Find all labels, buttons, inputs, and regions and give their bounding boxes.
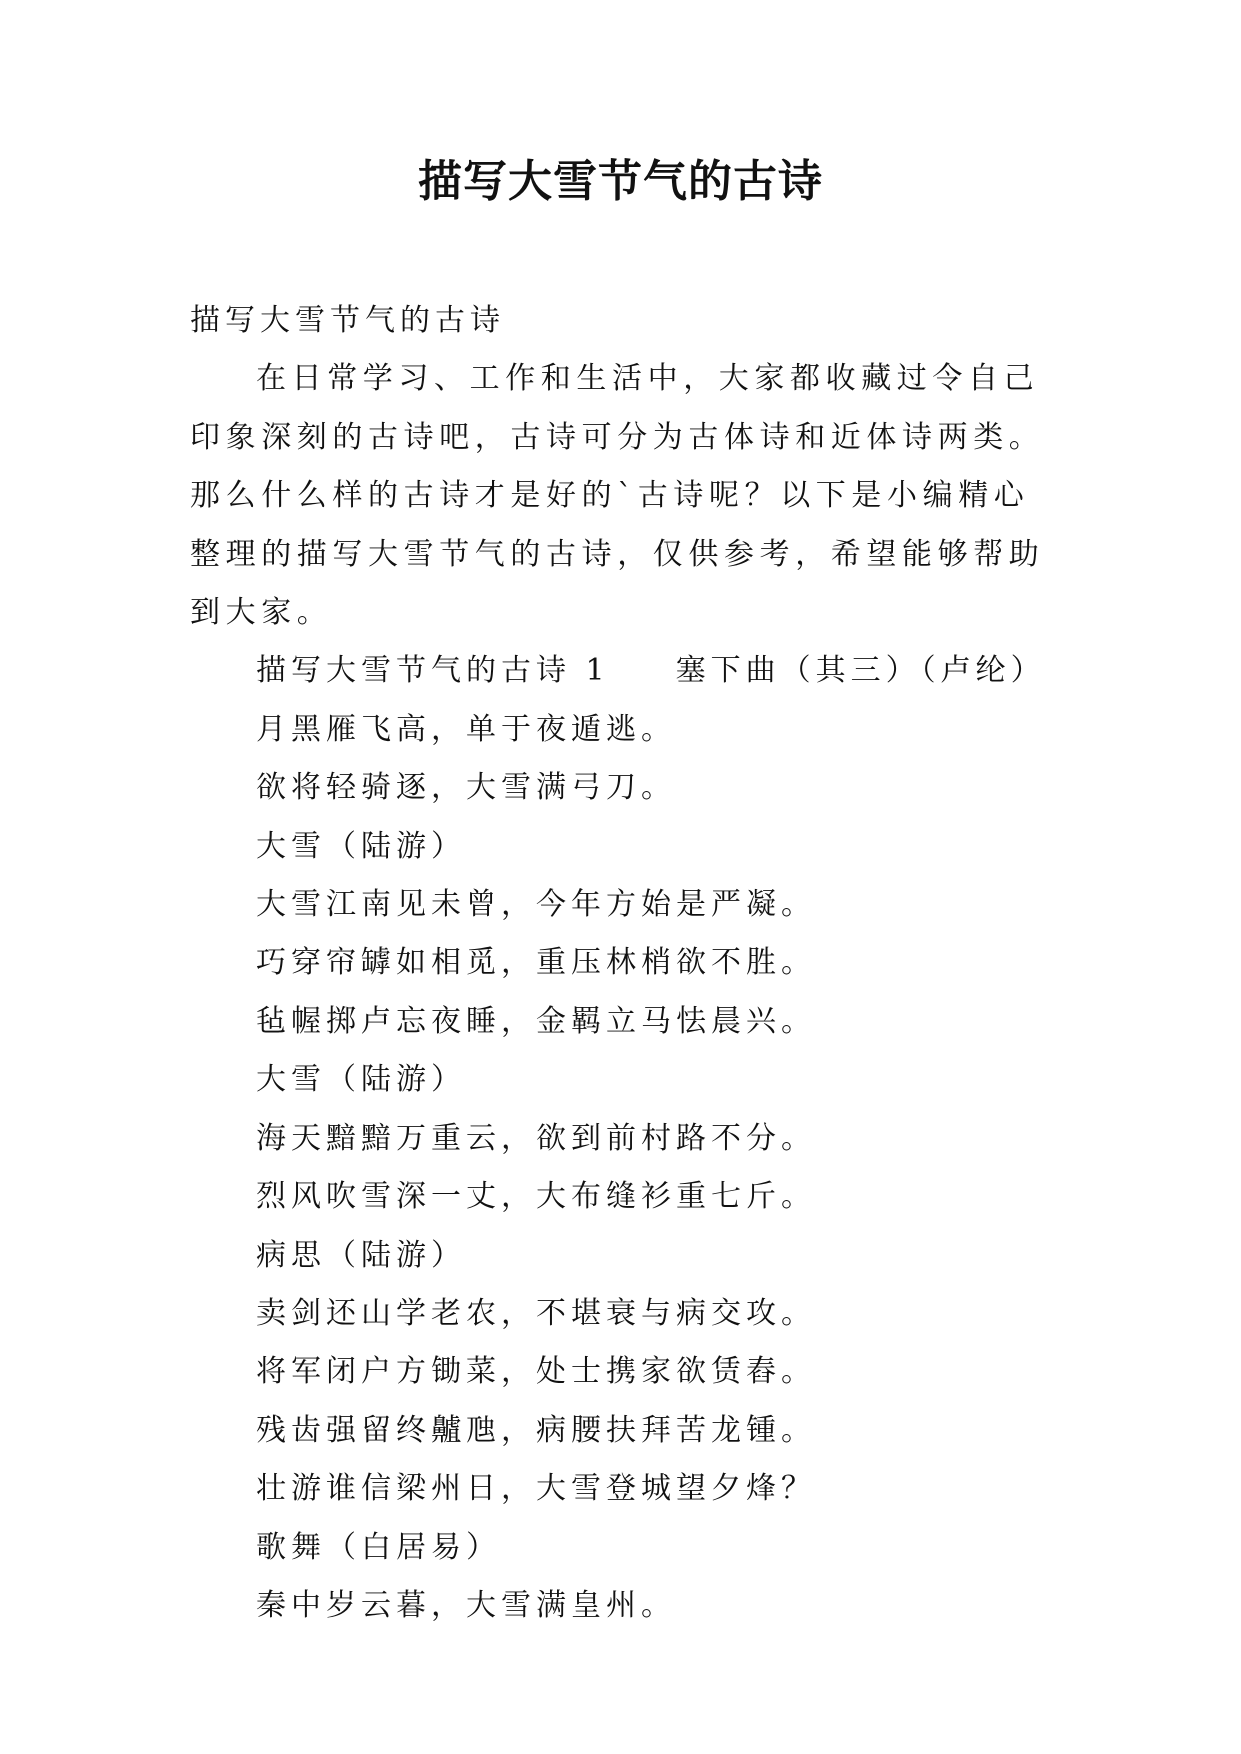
- poem-line: 残齿强留终齇虺，病腰扶拜苦龙锺。: [256, 1412, 816, 1448]
- poem-line: 卖剑还山学老农，不堪衰与病交攻。: [256, 1295, 816, 1331]
- poem-line: 欲将轻骑逐，大雪满弓刀。: [256, 770, 676, 806]
- poem-line: 毡幄掷卢忘夜睡，金羁立马怯晨兴。: [256, 1003, 816, 1039]
- poem-title: 大雪（陆游）: [256, 828, 466, 864]
- poem-line: 海天黯黯万重云，欲到前村路不分。: [256, 1120, 816, 1156]
- poem-title: 病思（陆游）: [256, 1237, 466, 1273]
- poem-title: 歌舞（白居易）: [256, 1529, 501, 1565]
- poem-line: 大雪江南见未曾，今年方始是严凝。: [256, 887, 816, 923]
- poem-line: 将军闭户方锄菜，处士携家欲赁舂。: [256, 1354, 816, 1390]
- intro-paragraph: 在日常学习、工作和生活中，大家都收藏过令自己印象深刻的古诗吧，古诗可分为古体诗和近体诗两类。那么什么样的古诗才是好的`古诗呢？以下是小编精心整理的描写大雪节气的古诗，仅供参考，希望能够帮助到大家。: [190, 361, 1045, 631]
- poem-line: 烈风吹雪深一丈，大布缝衫重七斤。: [256, 1179, 816, 1215]
- poem-line: 月黑雁飞高，单于夜遁逃。: [256, 711, 676, 747]
- document-body: [190, 292, 1060, 1635]
- section-heading: 描写大雪节气的古诗 1: [256, 653, 610, 689]
- section-heading-line: [190, 642, 1060, 700]
- document-title: 描写大雪节气的古诗: [418, 156, 823, 207]
- poem-title: 塞下曲（其三）（卢纶）: [675, 653, 1046, 689]
- poem-line: 巧穿帘罅如相觅，重压林梢欲不胜。: [256, 945, 816, 981]
- document-subtitle: 描写大雪节气的古诗: [190, 303, 505, 338]
- poem-line: 壮游谁信梁州日，大雪登城望夕烽？: [256, 1471, 816, 1507]
- poem-line: 秦中岁云暮，大雪满皇州。: [256, 1587, 676, 1623]
- poem-title: 大雪（陆游）: [256, 1062, 466, 1098]
